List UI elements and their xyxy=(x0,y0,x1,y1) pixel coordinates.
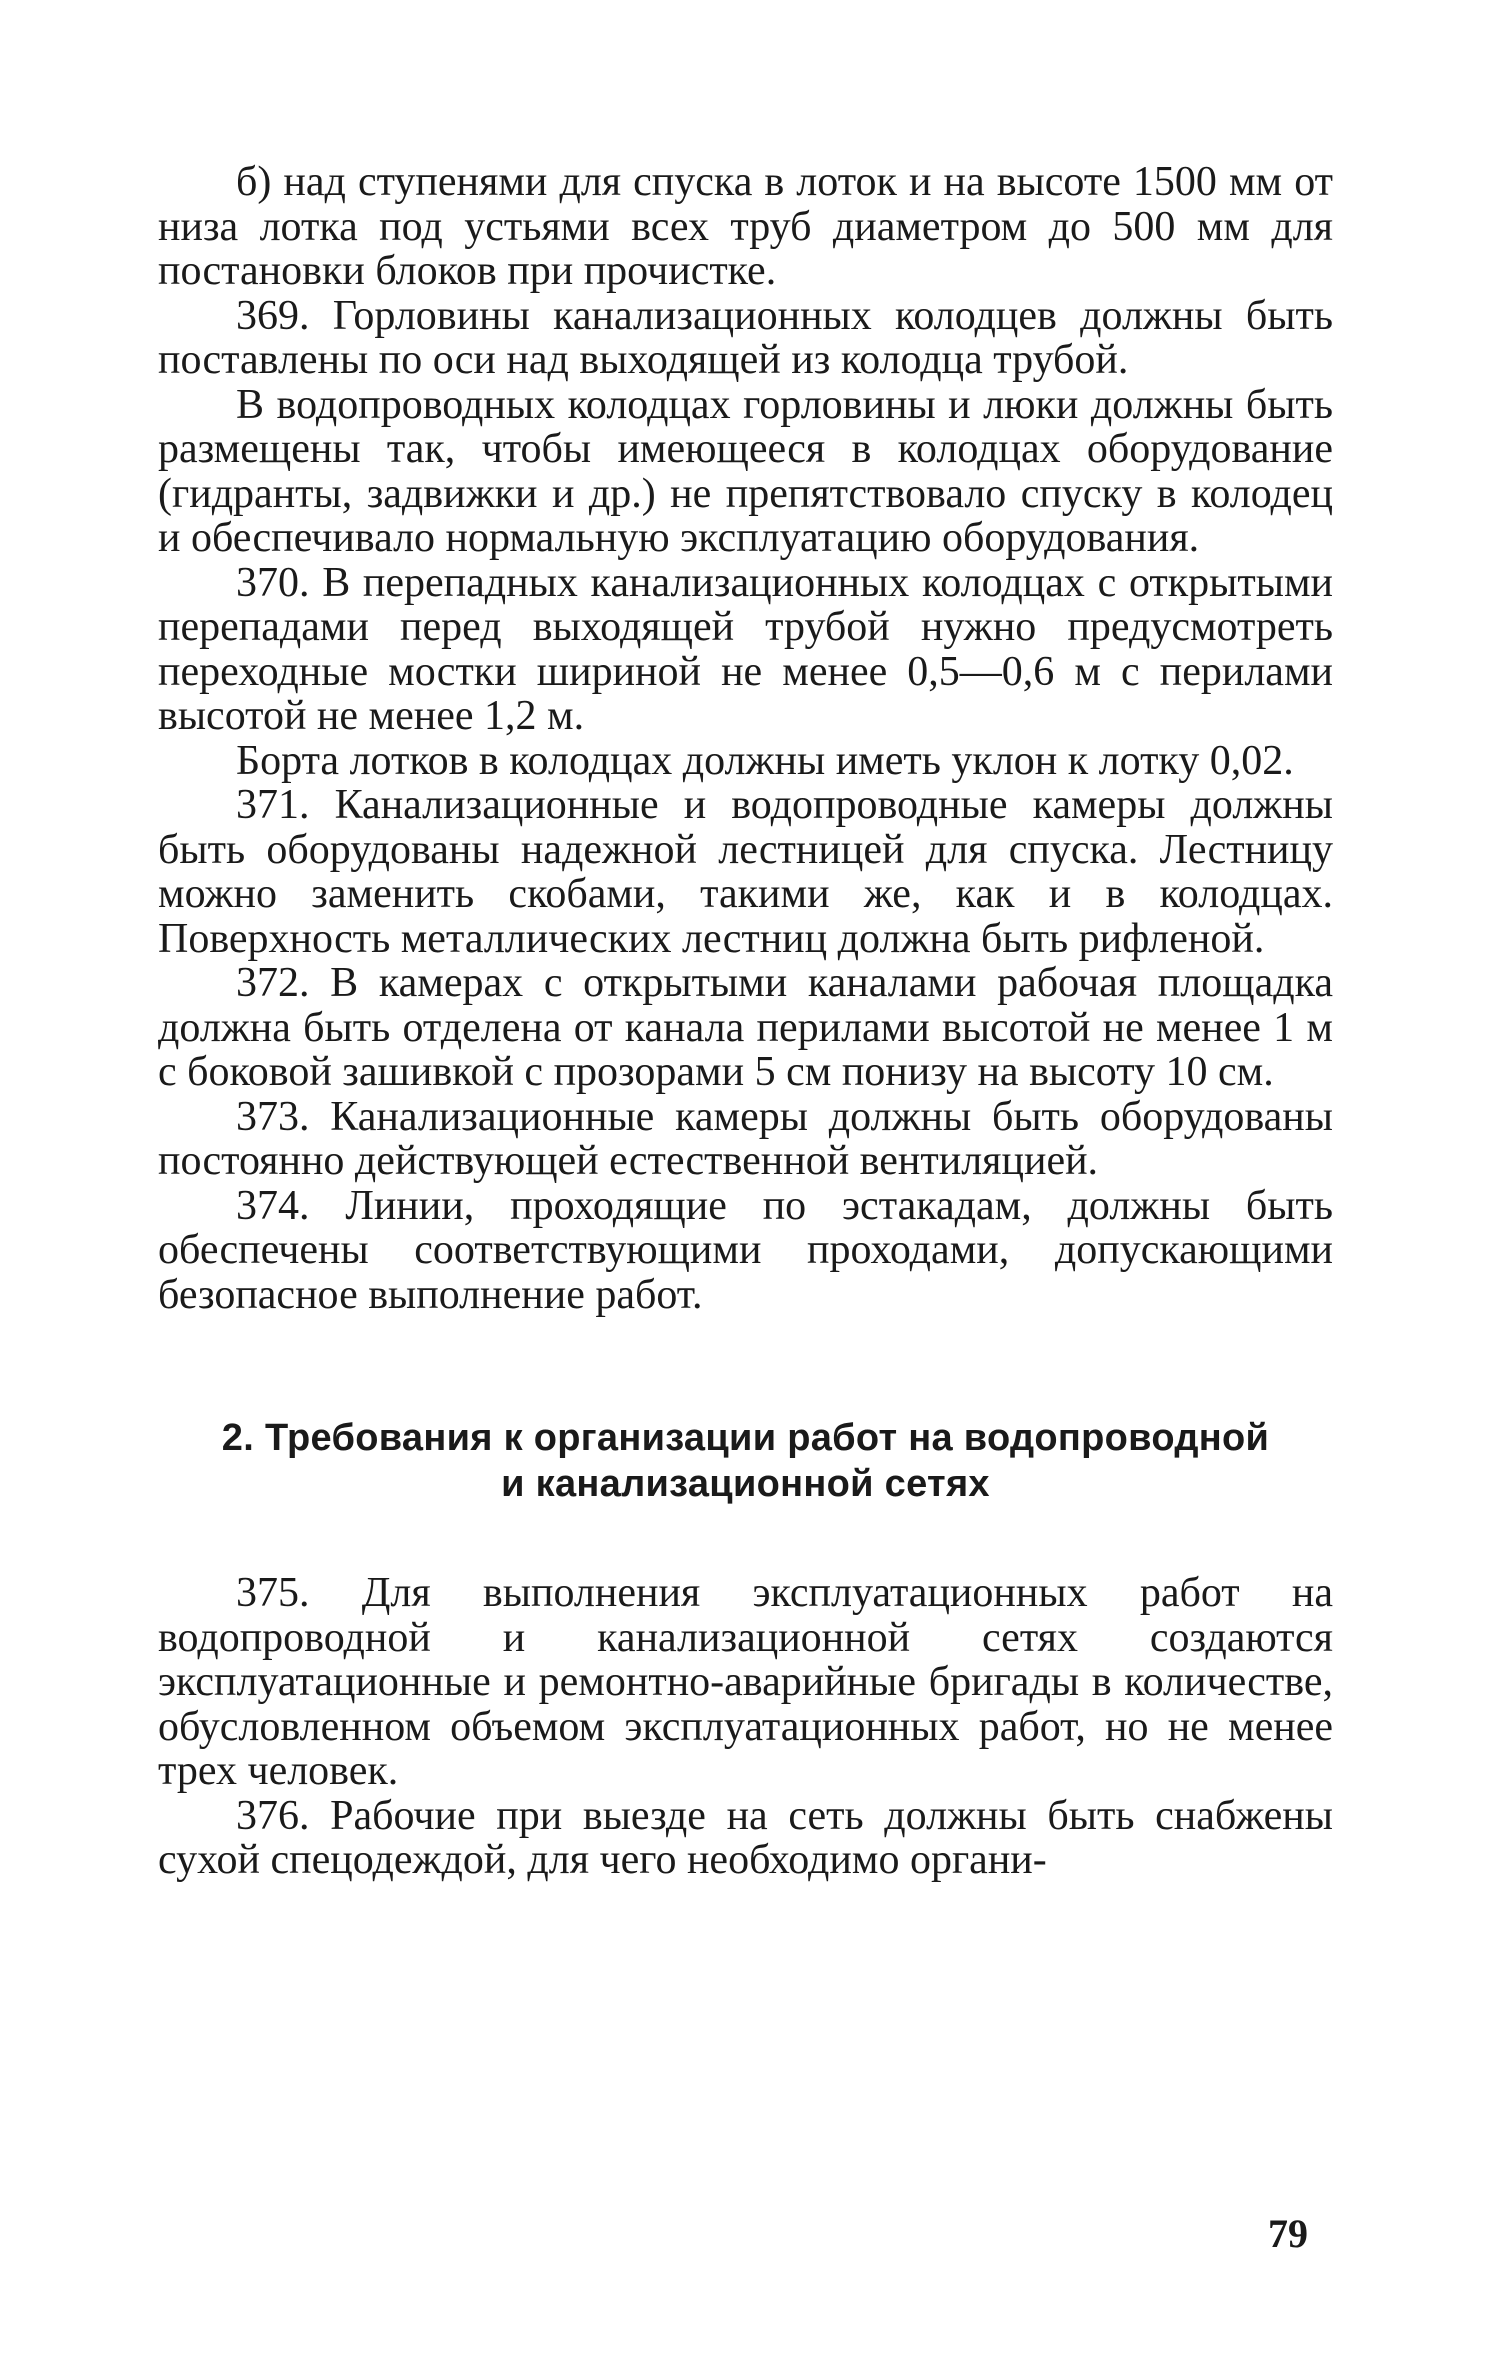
paragraph-374: 374. Линии, проходящие по эстакадам, должны быть обеспечены соответствующими проходами, допускающими безопасное выполнение работ. xyxy=(158,1182,1333,1318)
page-body xyxy=(158,160,1333,1883)
page-number: 79 xyxy=(1268,2211,1308,2256)
paragraph-372: 372. В камерах с открытыми каналами рабочая площадка должна быть отделена от канала перилами высотой не менее 1 м с боковой зашивкой с прозорами 5 см понизу на высоту 10 см. xyxy=(158,960,1333,1095)
paragraph-373: 373. Канализационные камеры должны быть оборудованы постоянно действующей естественной вентиляцией. xyxy=(158,1093,1333,1184)
section-heading-line-1: 2. Требования к организации работ на водопроводной xyxy=(221,1417,1270,1459)
paragraph-369: 369. Горловины канализационных колодцев должны быть поставлены по оси над выходящей из колодца трубой. xyxy=(158,292,1333,383)
paragraph-376: 376. Рабочие при выезде на сеть должны быть снабжены сухой спецодеждой, для чего необходимо органи- xyxy=(158,1792,1333,1883)
paragraph-item-b: б) над ступенями для спуска в лоток и на высоте 1500 мм от низа лотка под устьями всех труб диаметром до 500 мм для постановки блоков при прочистке. xyxy=(158,159,1333,294)
section-heading-line-2: и канализационной сетях xyxy=(501,1463,990,1505)
paragraph-370: 370. В перепадных канализационных колодцах с открытыми перепадами перед выходящей трубой нужно предусмотреть переходные мостки шириной не менее 0,5—0,6 м с перилами высотой не менее 1,2 м. xyxy=(158,559,1333,739)
section-heading xyxy=(158,1415,1333,1507)
paragraph-375: 375. Для выполнения эксплуатационных работ на водопроводной и канализационной сетях создаются эксплуатационные и ремонтно-аварийные бригады в количестве, обусловленном объемом эксплуатационных работ, но не менее трех человек. xyxy=(158,1570,1333,1794)
paragraph-369-continued: В водопроводных колодцах горловины и люки должны быть размещены так, чтобы имеющееся в колодцах оборудование (гидранты, задвижки и др.) не препятствовало спуску в колодец и обеспечивало нормальную эксплуатацию оборудования. xyxy=(158,381,1333,561)
paragraph-371: 371. Канализационные и водопроводные камеры должны быть оборудованы надежной лестницей для спуска. Лестницу можно заменить скобами, такими же, как и в колодцах. Поверхность металлических лестниц должна быть рифленой. xyxy=(158,782,1333,962)
paragraph-370-continued: Борта лотков в колодцах должны иметь уклон к лотку 0,02. xyxy=(236,737,1294,784)
